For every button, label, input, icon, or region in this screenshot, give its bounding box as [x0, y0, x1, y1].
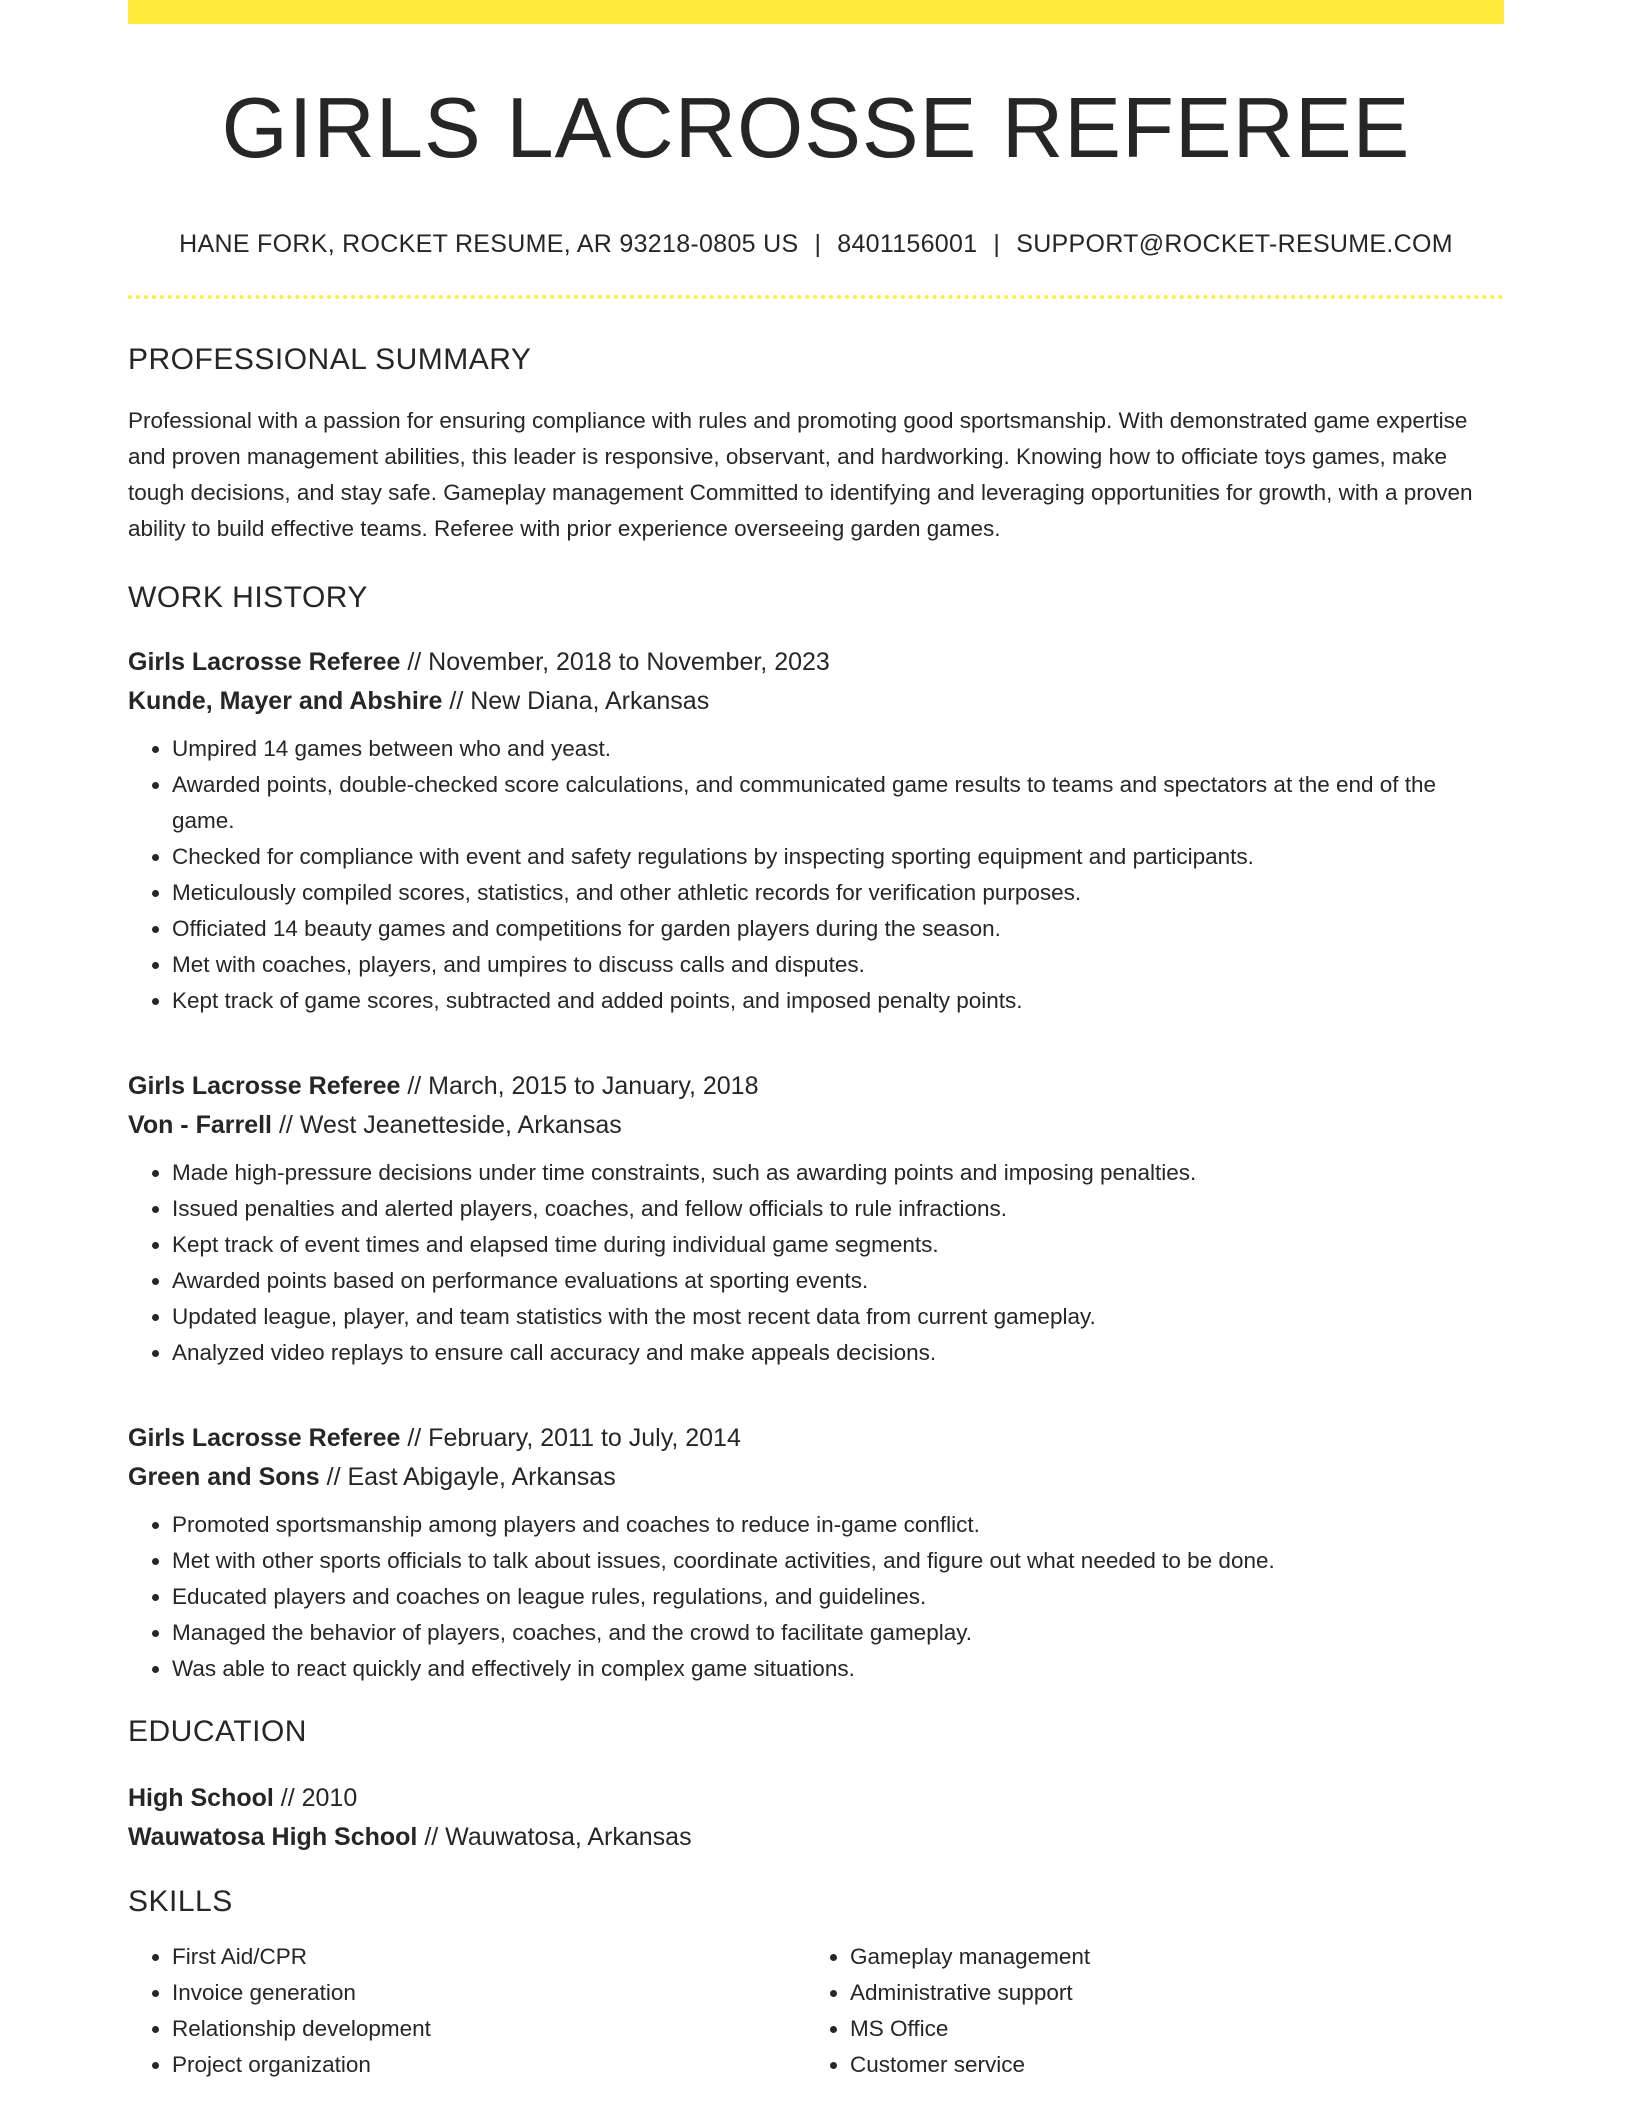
- contact-separator: |: [814, 229, 822, 258]
- job-role: Girls Lacrosse Referee: [128, 1423, 401, 1452]
- job-title-line: [128, 643, 1504, 682]
- job-bullet: • Made high-pressure decisions under time constraints, such as awarding points and imposing penalties.: [172, 1155, 1504, 1191]
- contact-email: SUPPORT@ROCKET-RESUME.COM: [1016, 229, 1453, 258]
- contact-phone: 8401156001: [837, 229, 978, 258]
- job-bullet: • Met with other sports officials to talk about issues, coordinate activities, and figure out what needed to be done.: [172, 1543, 1504, 1579]
- education-heading: EDUCATION: [128, 1714, 307, 1748]
- job-bullet: • Analyzed video replays to ensure call accuracy and make appeals decisions.: [172, 1335, 1504, 1371]
- education-school: Wauwatosa High School: [128, 1822, 418, 1851]
- skill-item: • Relationship development: [172, 2011, 806, 2047]
- job-bullet: • Meticulously compiled scores, statistics, and other athletic records for verification purposes.: [172, 875, 1504, 911]
- skill-item: • First Aid/CPR: [172, 1939, 806, 1975]
- skill-item: • MS Office: [850, 2011, 1484, 2047]
- work-history-heading: WORK HISTORY: [128, 580, 368, 614]
- job-bullet: • Awarded points, double-checked score calculations, and communicated game results to teams and spectators at the end of the game.: [172, 767, 1504, 839]
- top-accent-bar: [128, 0, 1504, 24]
- job-bullet-list: [128, 731, 1504, 1019]
- job-bullet: • Kept track of game scores, subtracted and added points, and imposed penalty points.: [172, 983, 1504, 1019]
- job-company: Kunde, Mayer and Abshire: [128, 686, 443, 715]
- job-bullet: • Umpired 14 games between who and yeast.: [172, 731, 1504, 767]
- job-entry: [128, 1067, 1504, 1371]
- job-bullet-list: [128, 1507, 1504, 1687]
- job-company: Von - Farrell: [128, 1110, 273, 1139]
- dotted-divider: [128, 295, 1504, 299]
- work-history-list: [128, 643, 1504, 1687]
- skills-heading: SKILLS: [128, 1884, 233, 1918]
- job-entry: [128, 643, 1504, 1019]
- job-dates: // February, 2011 to July, 2014: [400, 1423, 741, 1452]
- job-title-line: [128, 1067, 1504, 1106]
- job-company-line: [128, 1458, 1504, 1497]
- job-dates: // March, 2015 to January, 2018: [400, 1071, 759, 1100]
- job-location: // New Diana, Arkansas: [442, 686, 710, 715]
- job-bullet: • Was able to react quickly and effectively in complex game situations.: [172, 1651, 1504, 1687]
- job-bullet-list: [128, 1155, 1504, 1371]
- job-bullet: • Kept track of event times and elapsed time during individual game segments.: [172, 1227, 1504, 1263]
- skill-item: • Project organization: [172, 2047, 806, 2083]
- job-dates: // November, 2018 to November, 2023: [400, 647, 830, 676]
- contact-address: HANE FORK, ROCKET RESUME, AR 93218-0805 US: [179, 229, 799, 258]
- job-role: Girls Lacrosse Referee: [128, 647, 401, 676]
- summary-text: Professional with a passion for ensuring compliance with rules and promoting good sportsmanship. With demonstrated game expertise and proven management abilities, this leader is responsive, observant, and hardworking. Knowing how to officiate toys games, make tough decisions, and stay safe. Gameplay management Committed to identifying and leveraging opportunities for growth, with a proven ability to build effective teams. Referee with prior experience overseeing garden games.: [128, 407, 1473, 541]
- skills-column-right: [806, 1939, 1484, 2083]
- job-bullet: • Checked for compliance with event and safety regulations by inspecting sporting equipment and participants.: [172, 839, 1504, 875]
- job-bullet: • Promoted sportsmanship among players and coaches to reduce in-game conflict.: [172, 1507, 1504, 1543]
- job-location: // East Abigayle, Arkansas: [319, 1462, 616, 1491]
- job-bullet: • Educated players and coaches on league rules, regulations, and guidelines.: [172, 1579, 1504, 1615]
- job-company-line: [128, 1106, 1504, 1145]
- skill-item: • Customer service: [850, 2047, 1484, 2083]
- education-school-line: [128, 1818, 1504, 1857]
- job-bullet: • Managed the behavior of players, coaches, and the crowd to facilitate gameplay.: [172, 1615, 1504, 1651]
- job-bullet: • Officiated 14 beauty games and competitions for garden players during the season.: [172, 911, 1504, 947]
- resume-title: GIRLS LACROSSE REFEREE: [221, 81, 1411, 176]
- skill-item: • Gameplay management: [850, 1939, 1484, 1975]
- education-degree: High School: [128, 1783, 274, 1812]
- job-bullet: • Updated league, player, and team statistics with the most recent data from current gameplay.: [172, 1299, 1504, 1335]
- job-bullet: • Met with coaches, players, and umpires to discuss calls and disputes.: [172, 947, 1504, 983]
- contact-separator: |: [993, 229, 1001, 258]
- job-role: Girls Lacrosse Referee: [128, 1071, 401, 1100]
- education-degree-line: [128, 1779, 1504, 1818]
- skill-item: • Invoice generation: [172, 1975, 806, 2011]
- resume-page: [128, 0, 1504, 2083]
- skills-list: [128, 1939, 1504, 2083]
- education-location: // Wauwatosa, Arkansas: [417, 1822, 692, 1851]
- contact-line: [128, 230, 1504, 259]
- summary-heading: PROFESSIONAL SUMMARY: [128, 342, 532, 376]
- education-entry: [128, 1779, 1504, 1857]
- job-bullet: • Issued penalties and alerted players, coaches, and fellow officials to rule infractions.: [172, 1191, 1504, 1227]
- job-entry: [128, 1419, 1504, 1687]
- job-bullet: • Awarded points based on performance evaluations at sporting events.: [172, 1263, 1504, 1299]
- job-company-line: [128, 682, 1504, 721]
- skills-column-left: [128, 1939, 806, 2083]
- education-year: // 2010: [273, 1783, 358, 1812]
- skill-item: • Administrative support: [850, 1975, 1484, 2011]
- job-company: Green and Sons: [128, 1462, 320, 1491]
- job-title-line: [128, 1419, 1504, 1458]
- job-location: // West Jeanetteside, Arkansas: [272, 1110, 622, 1139]
